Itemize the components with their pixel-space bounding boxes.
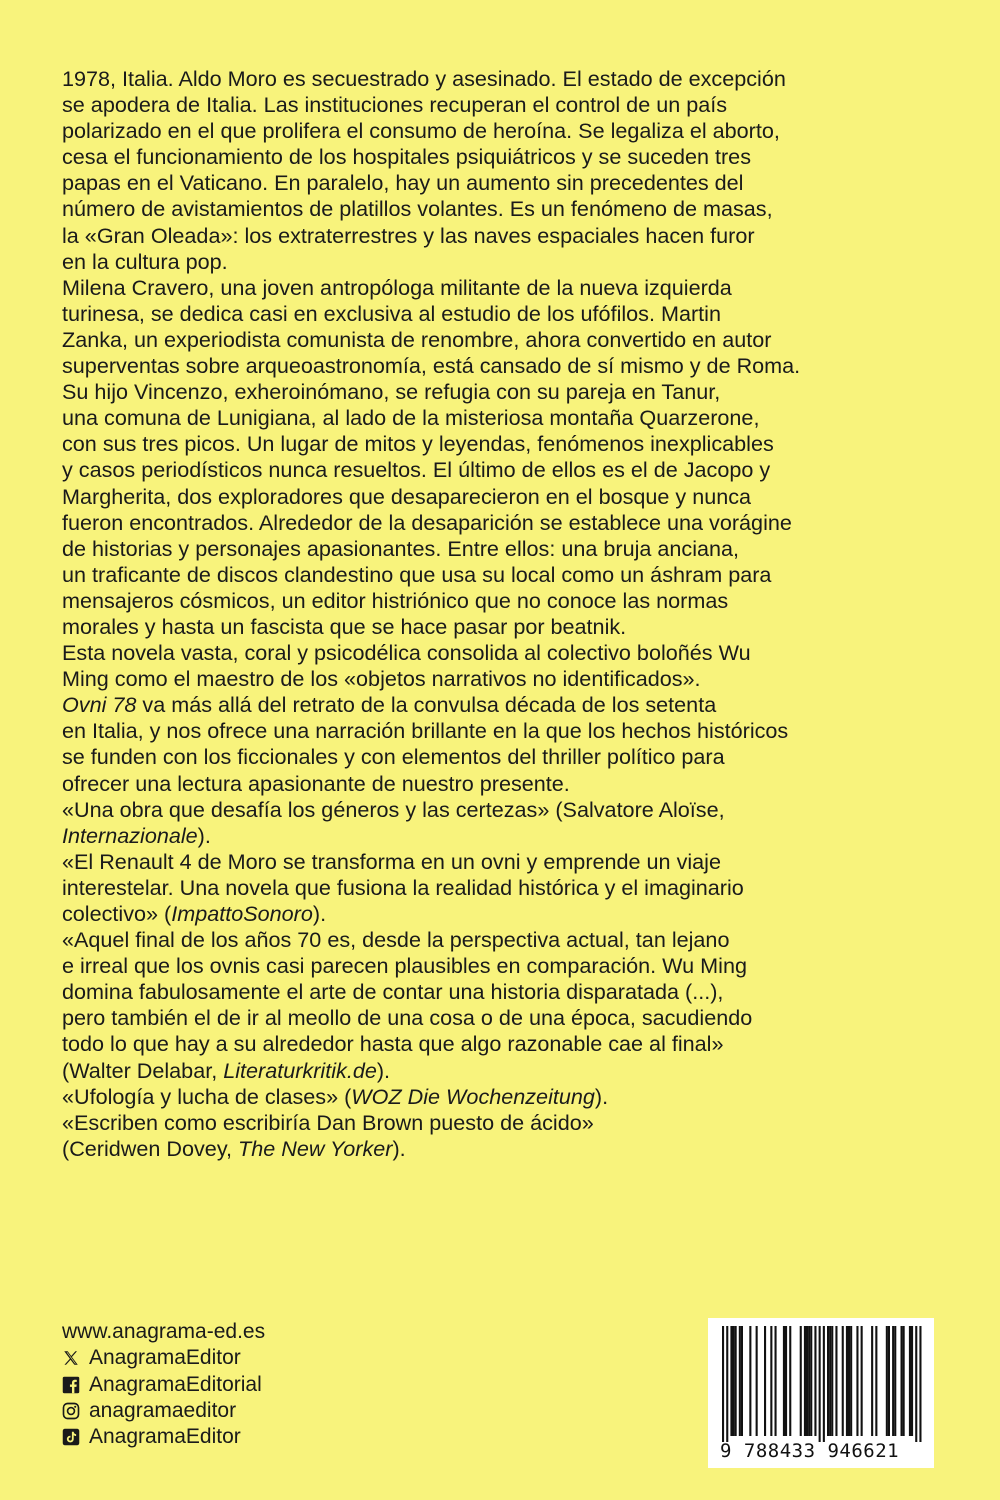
barcode-bar <box>831 1326 833 1436</box>
barcode-bar <box>783 1326 785 1436</box>
blurb-text: ). <box>376 1057 391 1083</box>
blurb-text: turinesa, se dedica casi en exclusiva al estudio de los ufófilos. Martin <box>62 300 721 326</box>
blurb-line <box>62 1005 942 1031</box>
blurb-text: superventas sobre arqueoastronomía, está cansado de sí mismo y de Roma. <box>62 353 801 379</box>
instagram-row <box>62 1398 265 1424</box>
barcode-bar <box>804 1326 806 1436</box>
instagram-icon <box>62 1402 80 1420</box>
blurb-text: todo lo que hay a su alrededor hasta que algo razonable cae al final» <box>62 1031 724 1057</box>
blurb-line <box>62 301 942 327</box>
barcode-bar <box>785 1326 787 1436</box>
barcode-bar <box>733 1326 735 1436</box>
barcode-bar <box>829 1326 831 1436</box>
blurb-line <box>62 353 942 379</box>
barcode-bar <box>806 1326 808 1436</box>
blurb-text: domina fabulosamente el arte de contar una historia disparatada (...), <box>62 979 724 1005</box>
barcode-bar <box>741 1326 743 1436</box>
blurb-text: cesa el funcionamiento de los hospitales psiquiátricos y se suceden tres <box>62 144 751 170</box>
blurb-text: ). <box>594 1083 609 1109</box>
blurb-text: va más allá del retrato de la convulsa década de los setenta <box>136 692 717 718</box>
blurb-line <box>62 92 942 118</box>
blurb-text: Su hijo Vincenzo, exheroinómano, se refugia con su pareja en Tanur, <box>62 379 721 405</box>
barcode-digits: 9 788433 946621 <box>720 1440 900 1462</box>
barcode-bar <box>770 1326 772 1436</box>
blurb-line <box>62 327 942 353</box>
blurb-text: «Escriben como escribiría Dan Brown puesto de ácido» <box>62 1109 594 1135</box>
blurb-text: «El Renault 4 de Moro se transforma en un ovni y emprende un viaje <box>62 848 721 874</box>
blurb-text: Milena Cravero, una joven antropóloga militante de la nueva izquierda <box>62 274 732 300</box>
blurb-text: y casos periodísticos nunca resueltos. El último de ellos es el de Jacopo y <box>62 457 771 483</box>
italic-title: Internazionale <box>62 822 198 848</box>
blurb-line <box>62 979 942 1005</box>
barcode-bars <box>708 1318 934 1442</box>
barcode-bar <box>726 1326 728 1442</box>
blurb-text: ofrecer una lectura apasionante de nuestro presente. <box>62 770 570 796</box>
blurb-line <box>62 692 942 718</box>
barcode-bar <box>835 1326 837 1436</box>
barcode-bar <box>842 1326 844 1436</box>
blurb-text: en la cultura pop. <box>62 248 228 274</box>
x-logo-icon <box>62 1349 80 1367</box>
blurb-text: una comuna de Lunigiana, al lado de la misteriosa montaña Quarzerone, <box>62 405 760 431</box>
blurb-line <box>62 379 942 405</box>
blurb-text: papas en el Vaticano. En paralelo, hay un aumento sin precedentes del <box>62 170 744 196</box>
blurb-line <box>62 666 942 692</box>
italic-title: Literaturkritik.de <box>223 1057 377 1083</box>
barcode-bar <box>848 1326 850 1436</box>
x-handle[interactable]: AnagramaEditor <box>89 1346 241 1370</box>
blurb-line <box>62 718 942 744</box>
blurb-text: polarizado en el que prolifera el consumo de heroína. Se legaliza el aborto, <box>62 118 780 144</box>
barcode-bar <box>823 1326 825 1442</box>
blurb-text: de historias y personajes apasionantes. Entre ellos: una bruja anciana, <box>62 535 740 561</box>
italic-title: Ovni 78 <box>62 692 137 718</box>
barcode-bar <box>871 1326 873 1436</box>
blurb-text: 1978, Italia. Aldo Moro es secuestrado y asesinado. El estado de excepción <box>62 66 786 91</box>
blurb-line <box>62 275 942 301</box>
blurb-line <box>62 1110 942 1136</box>
barcode-bar <box>730 1326 732 1436</box>
blurb-line <box>62 901 942 927</box>
blurb-line <box>62 196 942 222</box>
barcode-bar <box>856 1326 858 1436</box>
blurb-text: Margherita, dos exploradores que desaparecieron en el bosque y nunca <box>62 483 752 509</box>
blurb-text: ). <box>312 901 327 926</box>
barcode-bar <box>894 1326 896 1436</box>
blurb-text: la «Gran Oleada»: los extraterrestres y las naves espaciales hacen furor <box>62 222 755 248</box>
blurb-text: «Aquel final de los años 70 es, desde la perspectiva actual, tan lejano <box>62 927 730 953</box>
blurb-text: fueron encontrados. Alrededor de la desaparición se establece una vorágine <box>62 509 792 535</box>
blurb-line <box>62 562 942 588</box>
barcode-bar <box>810 1326 812 1436</box>
facebook-row <box>62 1372 265 1398</box>
blurb-line <box>62 849 942 875</box>
blurb-line <box>62 771 942 797</box>
tiktok-row <box>62 1424 265 1450</box>
blurb-line <box>62 927 942 953</box>
blurb-line <box>62 118 942 144</box>
italic-title: ImpattoSonoro <box>171 901 313 926</box>
barcode-bar <box>886 1326 888 1436</box>
barcode-bar <box>861 1326 863 1436</box>
blurb-line <box>62 1136 942 1162</box>
blurb-line <box>62 588 942 614</box>
blurb-text: ). <box>392 1135 406 1161</box>
barcode-bar <box>808 1326 810 1436</box>
barcode-bar <box>909 1326 911 1436</box>
blurb-text: colectivo» ( <box>62 901 172 926</box>
website-row <box>62 1319 265 1345</box>
publisher-contacts <box>62 1319 265 1450</box>
blurb-line <box>62 66 942 92</box>
barcode-bar <box>756 1326 758 1436</box>
back-cover-blurb <box>62 66 942 1162</box>
barcode-bar <box>789 1326 791 1436</box>
blurb-text: Esta novela vasta, coral y psicodélica consolida al colectivo boloñés Wu <box>62 640 751 666</box>
blurb-line <box>62 457 942 483</box>
facebook-icon <box>62 1376 80 1394</box>
blurb-line <box>62 223 942 249</box>
blurb-text: se apodera de Italia. Las instituciones recuperan el control de un país <box>62 92 728 118</box>
barcode-bar <box>827 1326 829 1436</box>
barcode-bar <box>764 1326 766 1436</box>
blurb-text: pero también el de ir al meollo de una cosa o de una época, sacudiendo <box>62 1005 753 1031</box>
blurb-text: (Walter Delabar, <box>62 1057 224 1083</box>
barcode-bar <box>903 1326 905 1436</box>
instagram-handle[interactable]: anagramaeditor <box>89 1398 237 1422</box>
blurb-text: mensajeros cósmicos, un editor histriónico que no conoce las normas <box>62 587 729 613</box>
blurb-line <box>62 797 942 823</box>
blurb-line <box>62 823 942 849</box>
blurb-line <box>62 431 942 457</box>
barcode-bar <box>814 1326 816 1436</box>
blurb-text: morales y hasta un fascista que se hace pasar por beatnik. <box>62 613 627 639</box>
x-row <box>62 1345 265 1371</box>
barcode-bar <box>749 1326 751 1436</box>
blurb-line <box>62 170 942 196</box>
blurb-text: e irreal que los ovnis casi parecen plausibles en comparación. Wu Ming <box>62 953 747 979</box>
barcode-bar <box>775 1326 777 1436</box>
tiktok-handle[interactable]: AnagramaEditor <box>89 1425 241 1449</box>
barcode-bar <box>819 1326 821 1442</box>
barcode-bar <box>846 1326 848 1436</box>
blurb-text: un traficante de discos clandestino que usa su local como un áshram para <box>62 561 772 587</box>
blurb-line <box>62 405 942 431</box>
barcode-bar <box>892 1326 894 1436</box>
blurb-text: con sus tres picos. Un lugar de mitos y leyendas, fenómenos inexplicables <box>62 431 774 457</box>
blurb-text: en Italia, y nos ofrece una narración brillante en la que los hechos históricos <box>62 718 789 744</box>
barcode-bar <box>800 1326 802 1436</box>
blurb-text: interestelar. Una novela que fusiona la realidad histórica y el imaginario <box>62 874 744 900</box>
blurb-line <box>62 510 942 536</box>
blurb-line <box>62 1031 942 1057</box>
barcode-bar <box>901 1326 903 1436</box>
blurb-line <box>62 249 942 275</box>
blurb-text: Ming como el maestro de los «objetos narrativos no identificados». <box>62 666 701 692</box>
blurb-line <box>62 484 942 510</box>
blurb-text: número de avistamientos de platillos volantes. Es un fenómeno de masas, <box>62 196 773 222</box>
blurb-text: «Ufología y lucha de clases» ( <box>62 1083 352 1109</box>
italic-title: WOZ Die Wochenzeitung <box>351 1083 595 1109</box>
barcode-bar <box>888 1326 890 1436</box>
barcode-bar <box>915 1326 917 1442</box>
barcode-bar <box>875 1326 877 1436</box>
barcode-bar <box>722 1326 724 1442</box>
blurb-line <box>62 875 942 901</box>
blurb-line <box>62 953 942 979</box>
blurb-line <box>62 744 942 770</box>
blurb-line <box>62 1058 942 1084</box>
blurb-line <box>62 536 942 562</box>
barcode-bar <box>911 1326 913 1436</box>
barcode-bar <box>919 1326 921 1442</box>
blurb-text: «Una obra que desafía los géneros y las certezas» (Salvatore Aloïse, <box>62 796 725 822</box>
barcode-bar <box>735 1326 737 1436</box>
barcode-bar <box>739 1326 741 1436</box>
blurb-text: (Ceridwen Dovey, <box>62 1135 239 1161</box>
blurb-line <box>62 640 942 666</box>
blurb-line <box>62 144 942 170</box>
tiktok-icon <box>62 1428 80 1446</box>
blurb-text: se funden con los ficcionales y con elementos del thriller político para <box>62 744 725 770</box>
blurb-text: ). <box>197 822 211 848</box>
isbn-barcode <box>708 1318 934 1468</box>
website-link[interactable]: www.anagrama-ed.es <box>62 1320 266 1343</box>
blurb-text: Zanka, un experiodista comunista de renombre, ahora convertido en autor <box>62 326 772 352</box>
barcode-bar <box>850 1326 852 1436</box>
facebook-handle[interactable]: AnagramaEditorial <box>89 1372 262 1396</box>
blurb-line <box>62 1084 942 1110</box>
italic-title: The New Yorker <box>238 1135 393 1161</box>
blurb-line <box>62 614 942 640</box>
